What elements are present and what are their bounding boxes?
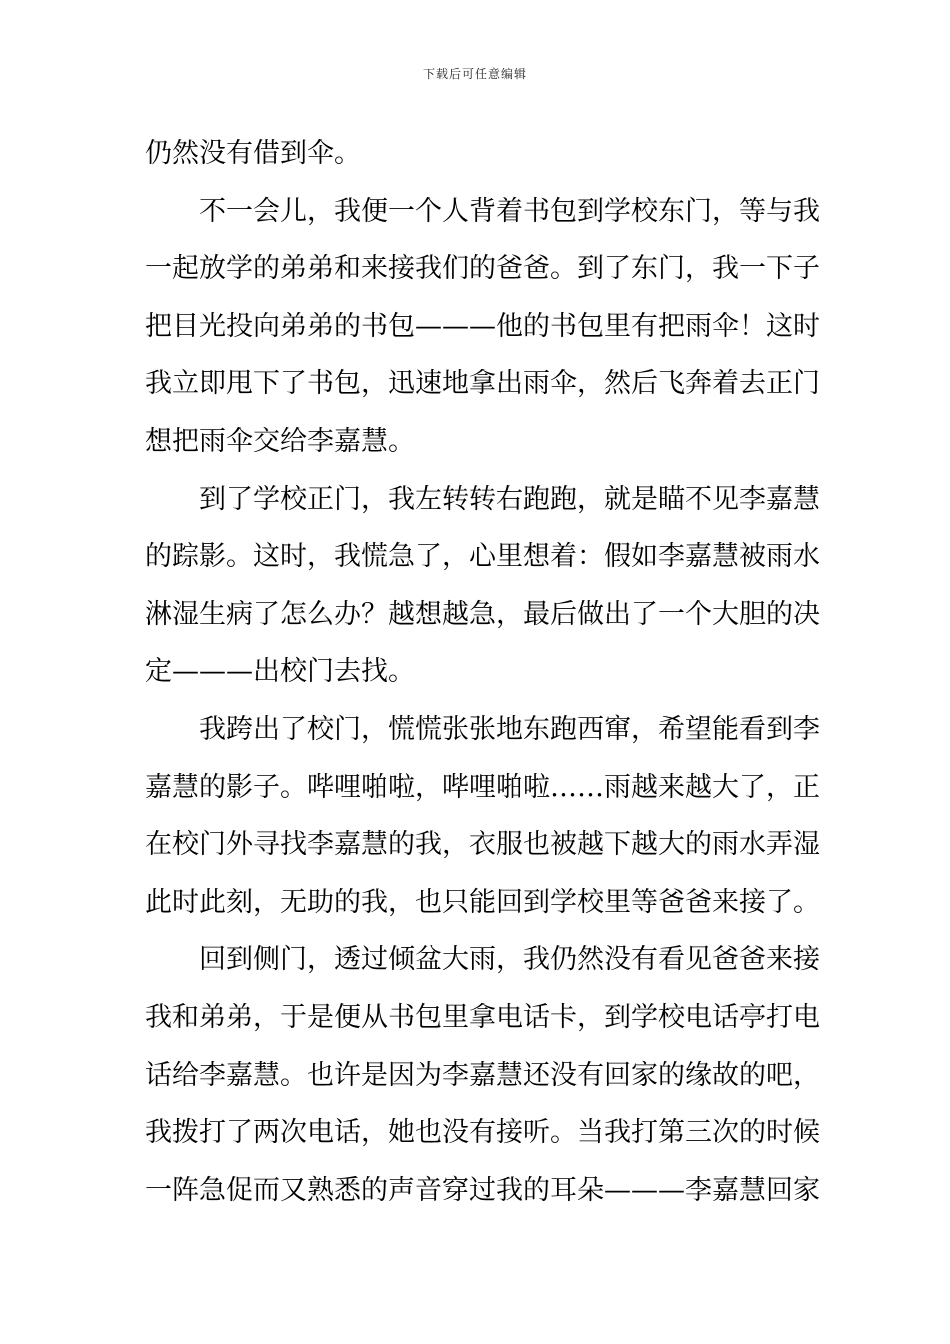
text-line: 此时此刻，无助的我，也只能回到学校里等爸爸来接了。 bbox=[145, 886, 820, 918]
text-line: 定———出校门去找。 bbox=[145, 656, 415, 688]
text-line: 一阵急促而又熟悉的声音穿过我的耳朵———李嘉慧回家 bbox=[145, 1174, 820, 1206]
page-header: 下载后可任意编辑 bbox=[422, 67, 527, 81]
paragraph bbox=[145, 701, 820, 931]
text-line: 仍然没有借到伞。 bbox=[145, 138, 361, 169]
text-line: 我立即甩下了书包，迅速地拿出雨伞，然后飞奔着去正门 bbox=[145, 368, 820, 400]
text-line: 想把雨伞交给李嘉慧。 bbox=[145, 425, 415, 457]
text-line: 我和弟弟，于是便从书包里拿电话卡，到学校电话亭打电 bbox=[145, 1001, 820, 1033]
text-line: 回到侧门，透过倾盆大雨，我仍然没有看见爸爸来接 bbox=[199, 944, 820, 976]
document-body bbox=[145, 125, 820, 1219]
text-line: 我跨出了校门，慌慌张张地东跑西窜，希望能看到李 bbox=[199, 713, 820, 745]
text-line: 不一会儿，我便一个人背着书包到学校东门，等与我 bbox=[199, 195, 820, 227]
text-line: 到了学校正门，我左转转右跑跑，就是瞄不见李嘉慧 bbox=[199, 483, 820, 515]
text-line: 淋湿生病了怎么办？越想越急，最后做出了一个大胆的决 bbox=[145, 598, 820, 630]
text-line: 在校门外寻找李嘉慧的我，衣服也被越下越大的雨水弄湿 bbox=[145, 829, 820, 861]
text-line: 一起放学的弟弟和来接我们的爸爸。到了东门，我一下子 bbox=[145, 253, 820, 285]
text-line: 的踪影。这时，我慌急了，心里想着：假如李嘉慧被雨水 bbox=[145, 541, 820, 573]
text-line: 话给李嘉慧。也许是因为李嘉慧还没有回家的缘故的吧， bbox=[145, 1059, 820, 1091]
text-line: 我拨打了两次电话，她也没有接听。当我打第三次的时候 bbox=[145, 1117, 820, 1149]
text-line: 嘉慧的影子。哔哩啪啦，哔哩啪啦……雨越来越大了，正 bbox=[145, 771, 820, 803]
text-line: 把目光投向弟弟的书包———他的书包里有把雨伞！这时 bbox=[145, 310, 820, 342]
paragraph bbox=[145, 125, 805, 183]
paragraph bbox=[145, 471, 820, 701]
paragraph bbox=[145, 931, 820, 1219]
paragraph bbox=[145, 183, 820, 471]
